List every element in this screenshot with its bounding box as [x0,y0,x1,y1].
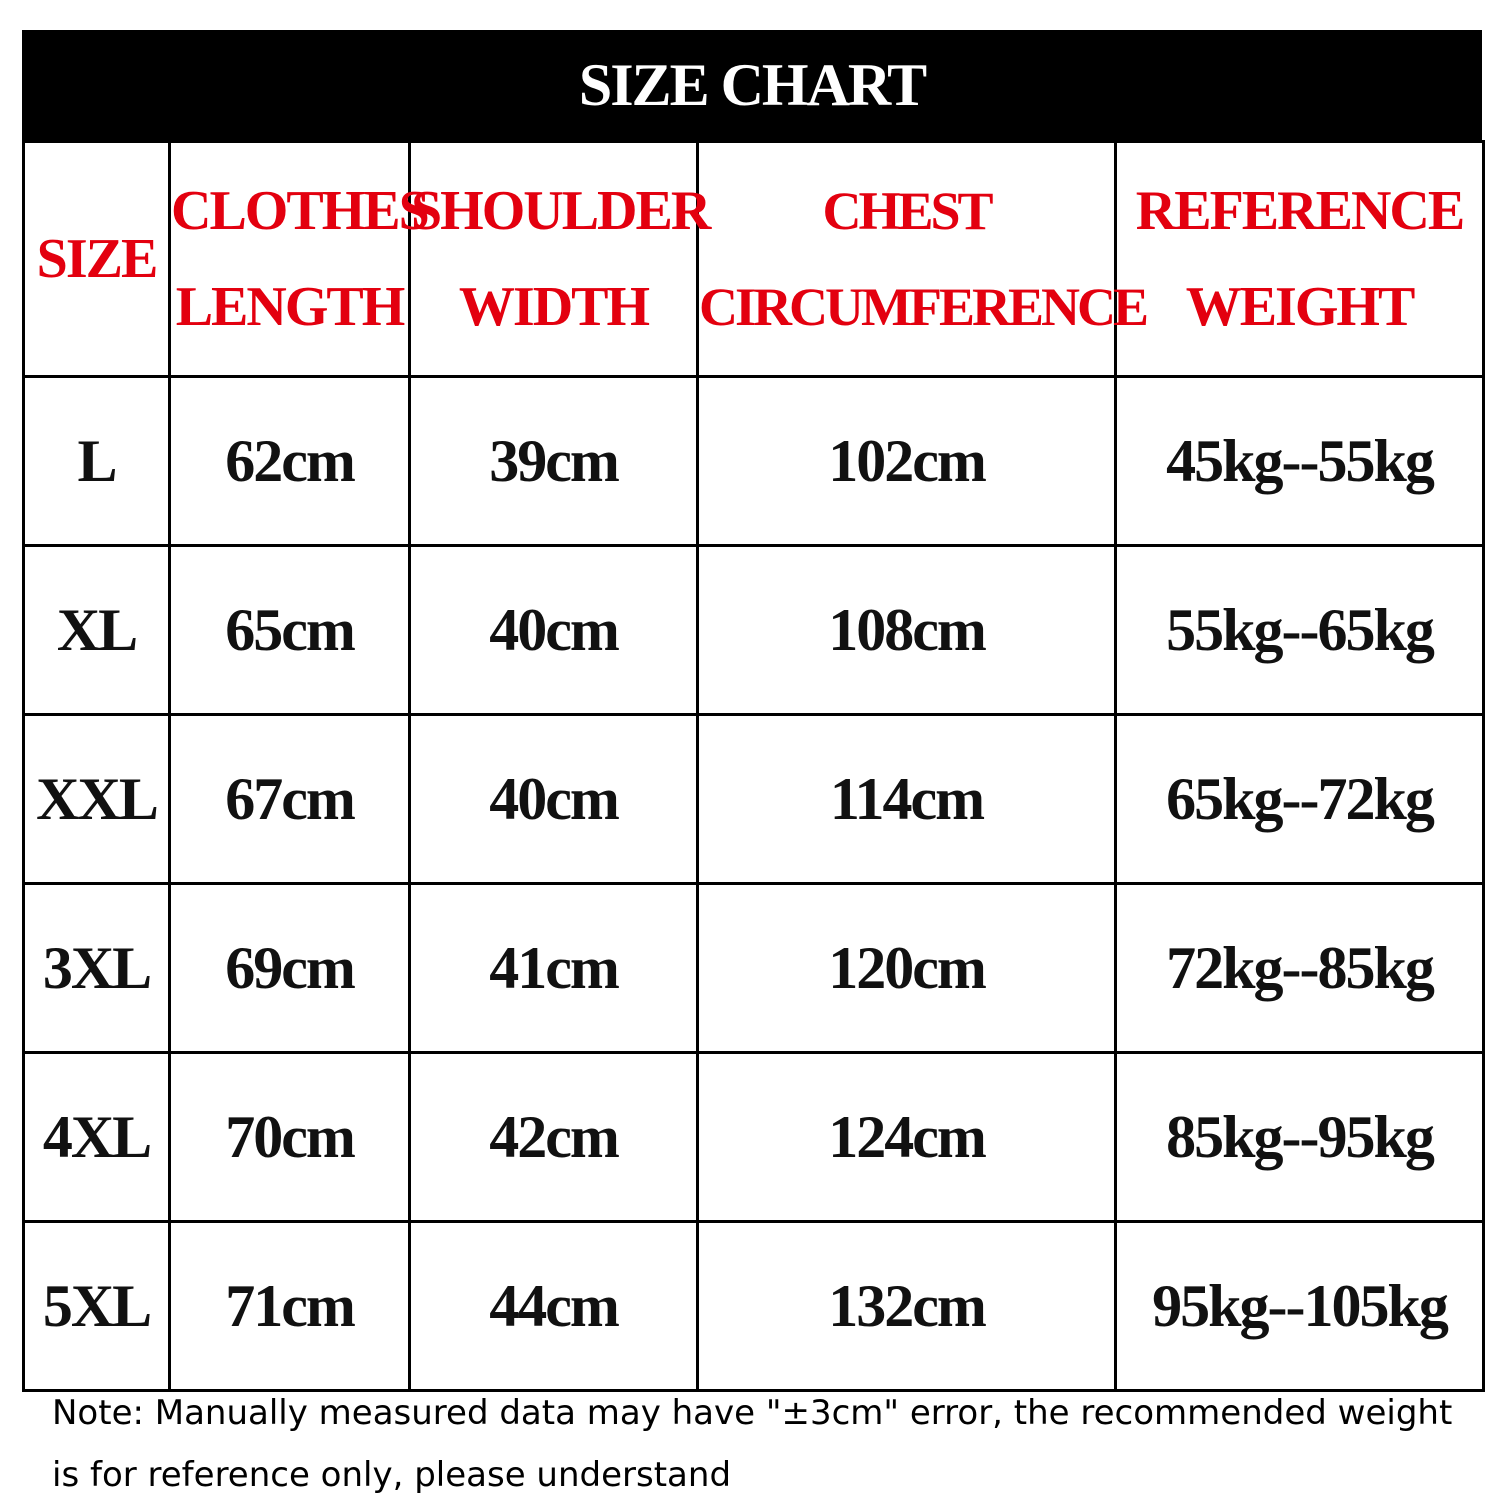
header-weight-line2: WEIGHT [1185,276,1414,338]
cell-chest: 102cm [698,377,1116,546]
cell-weight: 65kg--72kg [1116,715,1484,884]
header-clothes-length-line1: CLOTHES [171,180,428,242]
size-chart-title: SIZE CHART [22,30,1482,140]
header-shoulder-width-line2: WIDTH [458,276,649,338]
size-table [22,140,1485,1392]
header-size-label: SIZE [36,228,157,290]
header-chest-circumference [698,142,1146,377]
cell-shoulder-width: 44cm [410,1222,698,1391]
cell-weight: 55kg--65kg [1116,546,1484,715]
cell-chest: 124cm [698,1053,1116,1222]
cell-shoulder-width: 42cm [410,1053,698,1222]
cell-shoulder-width: 41cm [410,884,698,1053]
cell-size: 5XL [24,1222,170,1391]
header-chest-line2: CIRCUMFERENCE [699,277,1146,337]
cell-chest: 108cm [698,546,1116,715]
cell-size: L [24,377,170,546]
cell-size: XXL [24,715,170,884]
header-clothes-length-line2: LENGTH [175,276,404,338]
header-row [24,142,1484,377]
cell-chest: 132cm [698,1222,1116,1391]
cell-chest: 120cm [698,884,1116,1053]
cell-size: 4XL [24,1053,170,1222]
table-row [24,715,1484,884]
header-clothes-length [170,142,428,377]
cell-chest: 114cm [698,715,1116,884]
header-size [24,142,170,377]
header-weight-line1: REFERENCE [1135,180,1464,242]
table-row [24,1053,1484,1222]
cell-size: 3XL [24,884,170,1053]
cell-shoulder-width: 40cm [410,715,698,884]
cell-clothes-length: 65cm [170,546,410,715]
header-shoulder-width-line1: SHOULDER [411,180,710,242]
cell-weight: 95kg--105kg [1116,1222,1484,1391]
cell-clothes-length: 71cm [170,1222,410,1391]
header-shoulder-width [410,142,710,377]
header-reference-weight [1116,142,1484,377]
header-chest-line1: CHEST [822,181,991,241]
cell-clothes-length: 69cm [170,884,410,1053]
size-chart [22,30,1482,1380]
cell-clothes-length: 70cm [170,1053,410,1222]
measurement-note: Note: Manually measured data may have "±3cm" error, the recommended weight is for reference only, please understand [52,1393,1453,1495]
cell-weight: 45kg--55kg [1116,377,1484,546]
table-row [24,546,1484,715]
table-row [24,1222,1484,1391]
cell-clothes-length: 62cm [170,377,410,546]
cell-shoulder-width: 40cm [410,546,698,715]
cell-clothes-length: 67cm [170,715,410,884]
cell-size: XL [24,546,170,715]
cell-shoulder-width: 39cm [410,377,698,546]
table-row [24,884,1484,1053]
cell-weight: 72kg--85kg [1116,884,1484,1053]
cell-weight: 85kg--95kg [1116,1053,1484,1222]
table-row [24,377,1484,546]
